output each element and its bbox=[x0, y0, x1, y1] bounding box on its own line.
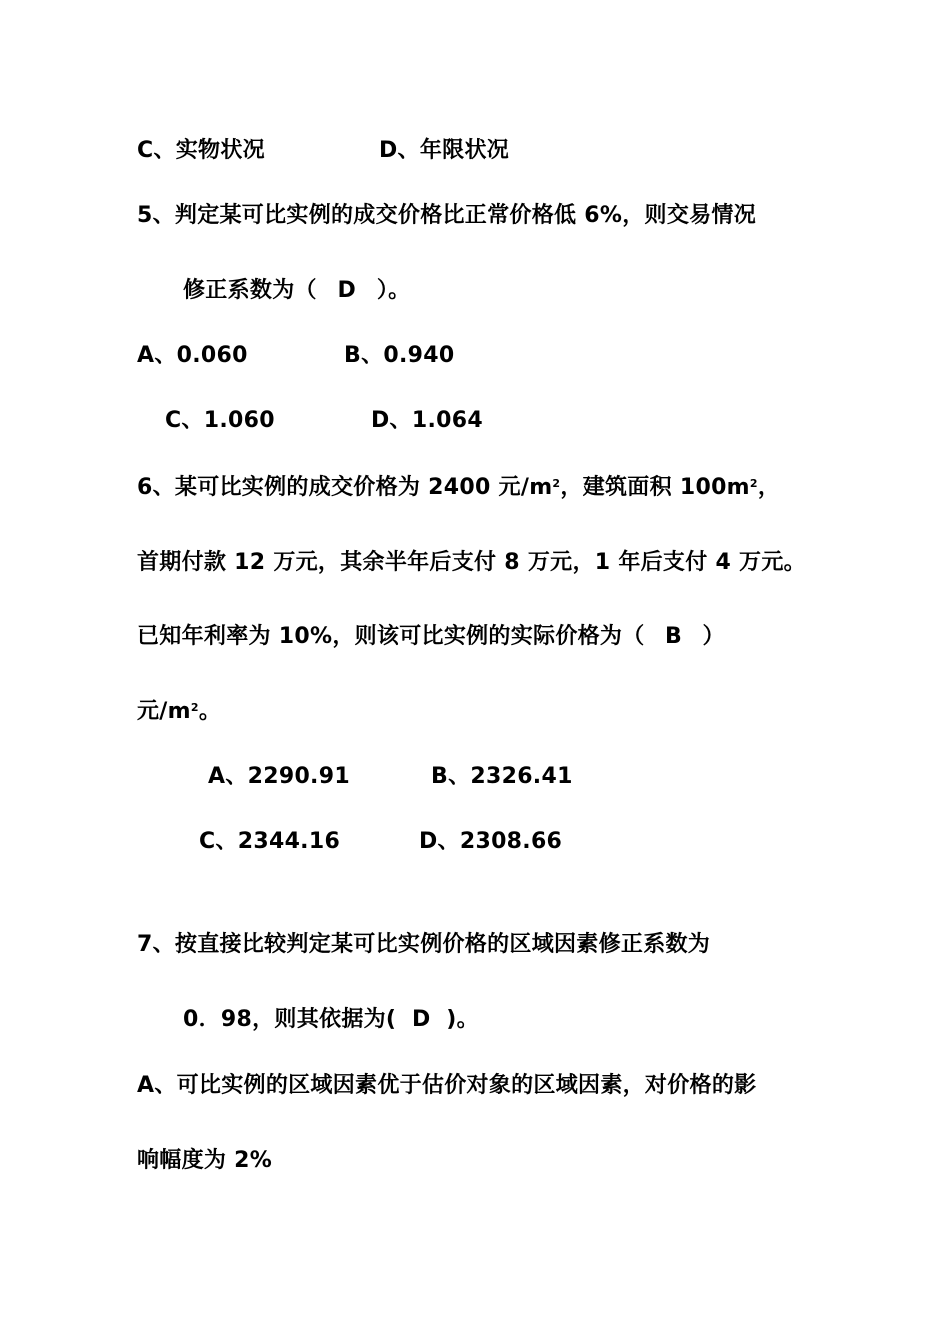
q6-option-b: B、2326.41 bbox=[431, 764, 573, 789]
q6-stem-part1: 6、某可比实例的成交价格为 2400 元/m bbox=[137, 475, 553, 500]
q7-option-a-line1: A、可比实例的区域因素优于估价对象的区域因素，对价格的影 bbox=[137, 1073, 757, 1098]
q6-stem-part3: ， bbox=[757, 475, 781, 500]
q5-stem2-prefix: 修正系数为（ bbox=[183, 278, 317, 303]
q6-option-c: C、2344.16 bbox=[199, 829, 341, 854]
q7-stem2-prefix: 0．98，则其依据为( bbox=[183, 1007, 397, 1032]
q6-unit-suffix: 。 bbox=[198, 699, 222, 724]
q6-stem bbox=[137, 473, 780, 503]
q6-option-a: A、2290.91 bbox=[208, 764, 350, 789]
q5-answer: D bbox=[337, 278, 357, 303]
q5-option-b: B、0.940 bbox=[344, 343, 455, 368]
q6-stem-line2: 首期付款 12 万元，其余半年后支付 8 万元，1 年后支付 4 万元。 bbox=[137, 550, 806, 575]
q5-stem: 5、判定某可比实例的成交价格比正常价格低 6%，则交易情况 bbox=[137, 203, 757, 228]
q6-answer: B bbox=[664, 624, 683, 649]
q6-unit-prefix: 元/m bbox=[137, 699, 191, 724]
q6-line3-prefix: 已知年利率为 10%，则该可比实例的实际价格为（ bbox=[137, 624, 645, 649]
q5-option-d: D、1.064 bbox=[371, 408, 483, 433]
q6-unit-superscript: 2 bbox=[190, 701, 199, 714]
q5-option-c: C、1.060 bbox=[165, 408, 275, 433]
q6-superscript-1: 2 bbox=[552, 477, 561, 490]
q5-stem-line2 bbox=[183, 276, 410, 306]
q6-line3-suffix: ） bbox=[702, 624, 725, 649]
q6-superscript-2: 2 bbox=[749, 477, 758, 490]
q6-stem-part2: ，建筑面积 100m bbox=[560, 475, 750, 500]
q7-answer: D bbox=[412, 1007, 431, 1032]
q6-unit-line bbox=[137, 697, 221, 727]
q7-stem-line2 bbox=[183, 1005, 479, 1035]
q5-option-a: A、0.060 bbox=[137, 343, 248, 368]
q7-option-a-line2: 响幅度为 2% bbox=[137, 1148, 273, 1173]
q6-stem-line3 bbox=[137, 622, 725, 652]
q4-option-d: D、年限状况 bbox=[379, 138, 510, 163]
q7-stem: 7、按直接比较判定某可比实例价格的区域因素修正系数为 bbox=[137, 932, 711, 957]
q7-stem2-suffix: )。 bbox=[446, 1007, 479, 1032]
q4-option-c: C、实物状况 bbox=[137, 138, 265, 163]
q6-option-d: D、2308.66 bbox=[419, 829, 563, 854]
q5-stem2-suffix: ）。 bbox=[376, 278, 411, 303]
